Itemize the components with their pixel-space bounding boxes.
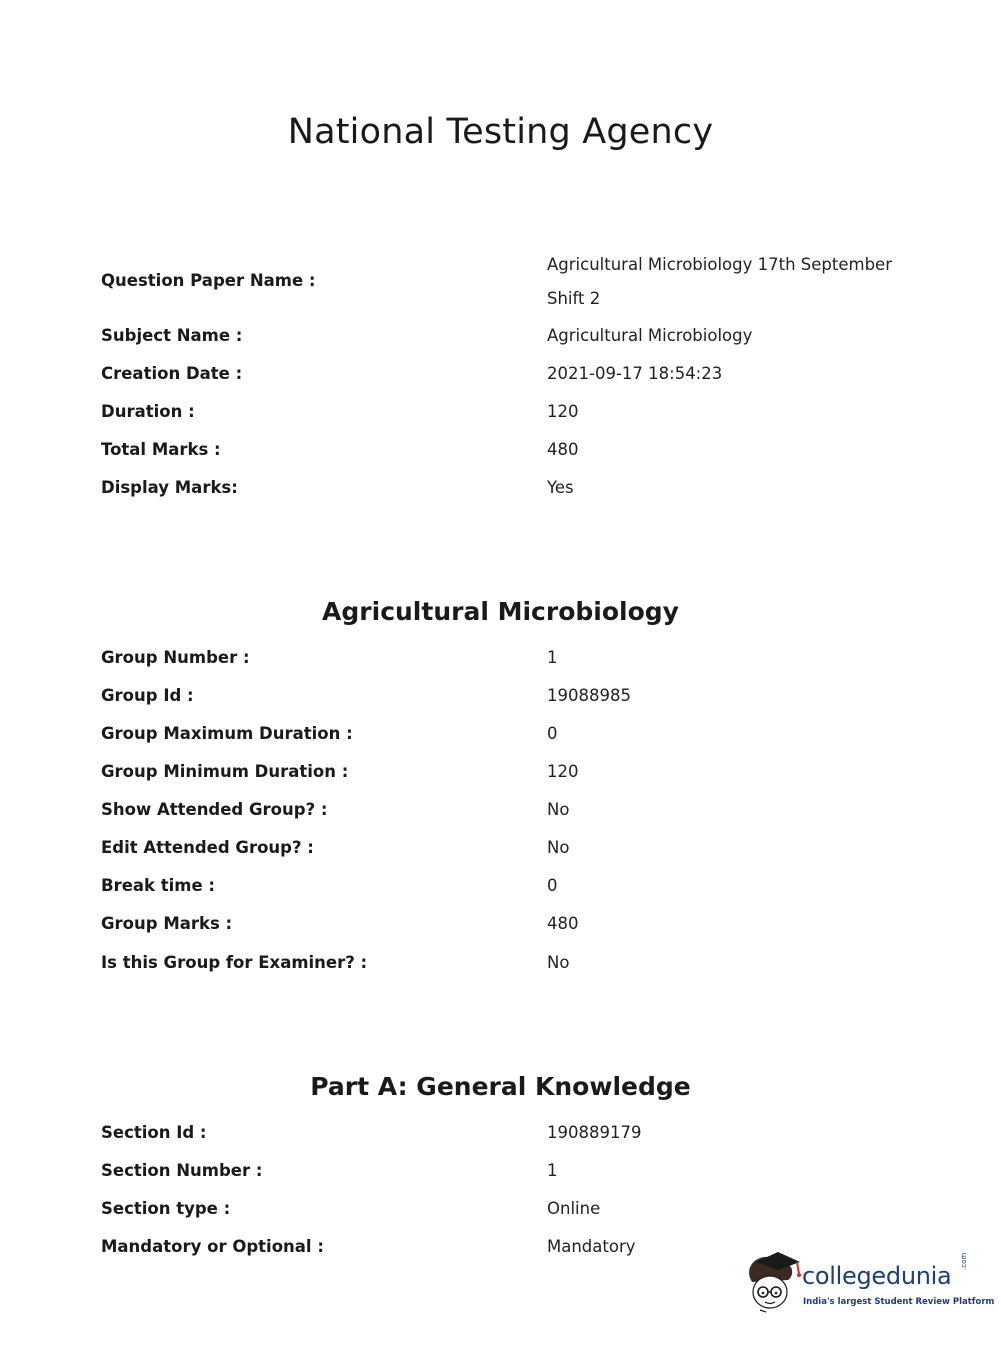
- group-value: No: [547, 838, 570, 857]
- group-row: [101, 871, 921, 901]
- info-label: Question Paper Name :: [101, 271, 316, 290]
- group-title: Agricultural Microbiology: [322, 597, 679, 626]
- collegedunia-logo: [742, 1248, 995, 1318]
- info-label: Creation Date :: [101, 364, 243, 383]
- info-value: Agricultural Microbiology: [547, 326, 753, 345]
- section-row: [101, 1118, 921, 1148]
- section-value: 1: [547, 1161, 558, 1180]
- group-value: 1: [547, 648, 558, 667]
- info-row-total-marks: [101, 435, 921, 465]
- group-row: [101, 909, 921, 939]
- group-row: [101, 719, 921, 749]
- brand-name: collegedunia: [802, 1262, 952, 1290]
- info-value: Agricultural Microbiology 17th September Shift 2: [547, 255, 892, 308]
- section-value: 190889179: [547, 1123, 642, 1142]
- info-label: Duration :: [101, 402, 195, 421]
- group-row: [101, 681, 921, 711]
- info-label: Display Marks:: [101, 478, 238, 497]
- group-value: 120: [547, 762, 579, 781]
- group-row: [101, 643, 921, 673]
- page-title: National Testing Agency: [287, 112, 714, 152]
- group-row: [101, 757, 921, 787]
- section-label: Section Number :: [101, 1161, 263, 1180]
- group-value: No: [547, 800, 570, 819]
- group-value: 19088985: [547, 686, 631, 705]
- group-label: Group Minimum Duration :: [101, 762, 349, 781]
- brand-domain: .com: [960, 1252, 968, 1270]
- group-row: [101, 833, 921, 863]
- section-label: Mandatory or Optional :: [101, 1237, 324, 1256]
- info-row-question-paper-name: [101, 248, 921, 316]
- info-value: Yes: [547, 478, 574, 497]
- group-label: Group Number :: [101, 648, 250, 667]
- info-value: 120: [547, 402, 579, 421]
- info-row-display-marks: [101, 473, 921, 503]
- group-value: 0: [547, 724, 558, 743]
- info-label: Total Marks :: [101, 440, 221, 459]
- group-row: [101, 948, 921, 978]
- section-label: Section type :: [101, 1199, 231, 1218]
- group-label: Edit Attended Group? :: [101, 838, 314, 857]
- brand-tagline: India's largest Student Review Platform: [803, 1297, 995, 1307]
- section-row: [101, 1156, 921, 1186]
- info-row-creation-date: [101, 359, 921, 389]
- group-label: Show Attended Group? :: [101, 800, 328, 819]
- info-row-duration: [101, 397, 921, 427]
- info-row-subject-name: [101, 321, 921, 351]
- group-value: No: [547, 953, 570, 972]
- mascot-icon: [742, 1248, 802, 1314]
- group-label: Is this Group for Examiner? :: [101, 953, 368, 972]
- section-title: Part A: General Knowledge: [310, 1072, 691, 1101]
- section-row: [101, 1194, 921, 1224]
- group-label: Group Maximum Duration :: [101, 724, 353, 743]
- section-value: Mandatory: [547, 1237, 636, 1256]
- group-value: 480: [547, 914, 579, 933]
- section-label: Section Id :: [101, 1123, 207, 1142]
- group-label: Group Marks :: [101, 914, 233, 933]
- group-row: [101, 795, 921, 825]
- info-value: 480: [547, 440, 579, 459]
- group-value: 0: [547, 876, 558, 895]
- group-label: Group Id :: [101, 686, 194, 705]
- group-label: Break time :: [101, 876, 216, 895]
- info-value: 2021-09-17 18:54:23: [547, 364, 723, 383]
- info-label: Subject Name :: [101, 326, 243, 345]
- section-value: Online: [547, 1199, 601, 1218]
